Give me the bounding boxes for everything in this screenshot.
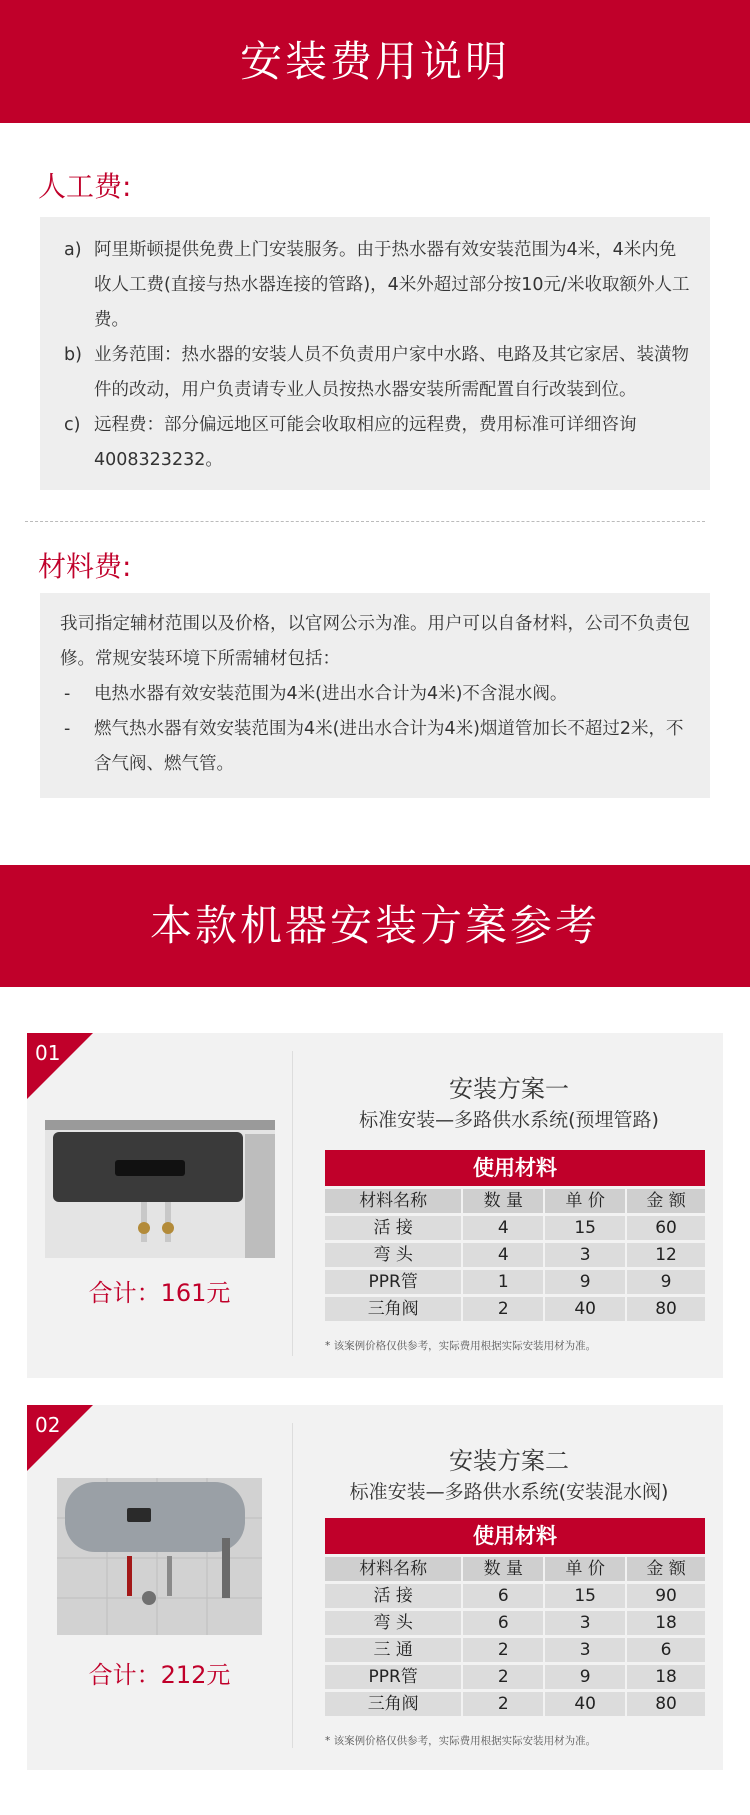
table-cell: 9 — [627, 1270, 705, 1294]
labor-item-c — [58, 408, 692, 478]
material-item-marker: - — [64, 684, 71, 704]
plan-card-2 — [27, 1405, 723, 1770]
plan-number: 01 — [35, 1041, 61, 1065]
column-header: 金 额 — [627, 1557, 705, 1581]
labor-fee-panel — [40, 217, 710, 490]
plan-note: * 该案例价格仅供参考，实际费用根据实际安装用材为准。 — [325, 1735, 597, 1747]
table-cell: 4 — [463, 1216, 545, 1240]
materials-table-title: 使用材料 — [325, 1150, 705, 1186]
table-cell: 3 — [545, 1611, 627, 1635]
table-header-row — [325, 1557, 705, 1581]
table-row — [325, 1584, 705, 1608]
material-fee-heading: 材料费: — [38, 550, 132, 583]
water-heater-photo — [45, 1120, 275, 1258]
table-cell: 18 — [627, 1611, 705, 1635]
plan-title: 安装方案二 — [449, 1447, 569, 1475]
labor-item-a — [58, 233, 692, 338]
labor-item-marker: c) — [64, 415, 81, 435]
plan-divider — [292, 1423, 293, 1748]
table-row — [325, 1611, 705, 1635]
column-header: 材料名称 — [325, 1189, 463, 1213]
material-item-text: 电热水器有效安装范围为4米(进出水合计为4米)不含混水阀。 — [94, 684, 568, 704]
table-cell: 80 — [627, 1297, 705, 1321]
table-cell: 90 — [627, 1584, 705, 1608]
material-item-text: 燃气热水器有效安装范围为4米(进出水合计为4米)烟道管加长不超过2米，不含气阀、燃气管。 — [94, 719, 684, 774]
table-cell: 3 — [545, 1638, 627, 1662]
column-header: 数 量 — [463, 1189, 545, 1213]
table-cell: 3 — [545, 1243, 627, 1267]
table-cell: 2 — [463, 1638, 545, 1662]
plan-divider — [292, 1051, 293, 1356]
table-cell: 9 — [545, 1665, 627, 1689]
plan-title: 安装方案一 — [449, 1075, 569, 1103]
table-row — [325, 1270, 705, 1294]
material-item-marker: - — [64, 719, 71, 739]
column-header: 单 价 — [545, 1557, 627, 1581]
table-cell: 6 — [463, 1584, 545, 1608]
table-row — [325, 1243, 705, 1267]
labor-item-text: 远程费：部分偏远地区可能会收取相应的远程费，费用标准可详细咨询4008323232。 — [94, 415, 637, 470]
table-header-row — [325, 1189, 705, 1213]
plan-note: * 该案例价格仅供参考，实际费用根据实际安装用材为准。 — [325, 1340, 597, 1352]
table-cell: 18 — [627, 1665, 705, 1689]
table-cell: PPR管 — [325, 1665, 463, 1689]
labor-item-text: 业务范围：热水器的安装人员不负责用户家中水路、电路及其它家居、装潢物件的改动，用户负责请专业人员按热水器安装所需配置自行改装到位。 — [94, 345, 689, 400]
plan-number: 02 — [35, 1413, 61, 1437]
table-cell: 60 — [627, 1216, 705, 1240]
table-cell: 15 — [545, 1216, 627, 1240]
table-cell: 9 — [545, 1270, 627, 1294]
column-header: 金 额 — [627, 1189, 705, 1213]
table-cell: 活 接 — [325, 1216, 463, 1240]
table-row — [325, 1692, 705, 1716]
table-row — [325, 1665, 705, 1689]
table-cell: 6 — [627, 1638, 705, 1662]
plan-subtitle: 标准安装—多路供水系统(安装混水阀) — [349, 1481, 669, 1503]
table-cell: 三 通 — [325, 1638, 463, 1662]
materials-table — [325, 1515, 705, 1719]
plan-subtitle: 标准安装—多路供水系统(预埋管路) — [359, 1109, 659, 1131]
table-row — [325, 1638, 705, 1662]
table-cell: 三角阀 — [325, 1297, 463, 1321]
labor-item-text: 阿里斯顿提供免费上门安装服务。由于热水器有效安装范围为4米，4米内免收人工费(直接与热水器连接的管路)，4米外超过部分按10元/米收取额外人工费。 — [94, 240, 690, 330]
table-cell: 2 — [463, 1692, 545, 1716]
materials-table-title: 使用材料 — [325, 1518, 705, 1554]
material-item — [58, 677, 692, 712]
material-item — [58, 712, 692, 782]
table-row — [325, 1297, 705, 1321]
section-divider — [25, 521, 705, 522]
section-title-install-plans: 本款机器安装方案参考 — [0, 865, 750, 987]
material-lead-text: 我司指定辅材范围以及价格，以官网公示为准。用户可以自备材料，公司不负责包修。常规安装环境下所需辅材包括： — [60, 614, 690, 669]
table-cell: 2 — [463, 1665, 545, 1689]
section-title-install-fees: 安装费用说明 — [0, 0, 750, 123]
table-cell: 6 — [463, 1611, 545, 1635]
labor-item-marker: b) — [64, 345, 82, 365]
materials-table — [325, 1147, 705, 1324]
water-heater-photo — [57, 1478, 262, 1635]
plan-total: 合计：161元 — [88, 1279, 231, 1307]
plan-total: 合计：212元 — [88, 1661, 231, 1689]
labor-item-marker: a) — [64, 240, 82, 260]
column-header: 数 量 — [463, 1557, 545, 1581]
table-cell: 弯 头 — [325, 1243, 463, 1267]
plan-card-1 — [27, 1033, 723, 1378]
column-header: 材料名称 — [325, 1557, 463, 1581]
table-cell: 2 — [463, 1297, 545, 1321]
labor-item-b — [58, 338, 692, 408]
table-cell: 1 — [463, 1270, 545, 1294]
table-row — [325, 1216, 705, 1240]
material-fee-panel — [40, 593, 710, 798]
labor-fee-heading: 人工费: — [38, 170, 132, 203]
table-cell: 40 — [545, 1692, 627, 1716]
column-header: 单 价 — [545, 1189, 627, 1213]
table-cell: 40 — [545, 1297, 627, 1321]
table-cell: 15 — [545, 1584, 627, 1608]
table-cell: 弯 头 — [325, 1611, 463, 1635]
table-cell: 三角阀 — [325, 1692, 463, 1716]
table-cell: 12 — [627, 1243, 705, 1267]
table-cell: 4 — [463, 1243, 545, 1267]
table-cell: 80 — [627, 1692, 705, 1716]
table-cell: 活 接 — [325, 1584, 463, 1608]
table-cell: PPR管 — [325, 1270, 463, 1294]
